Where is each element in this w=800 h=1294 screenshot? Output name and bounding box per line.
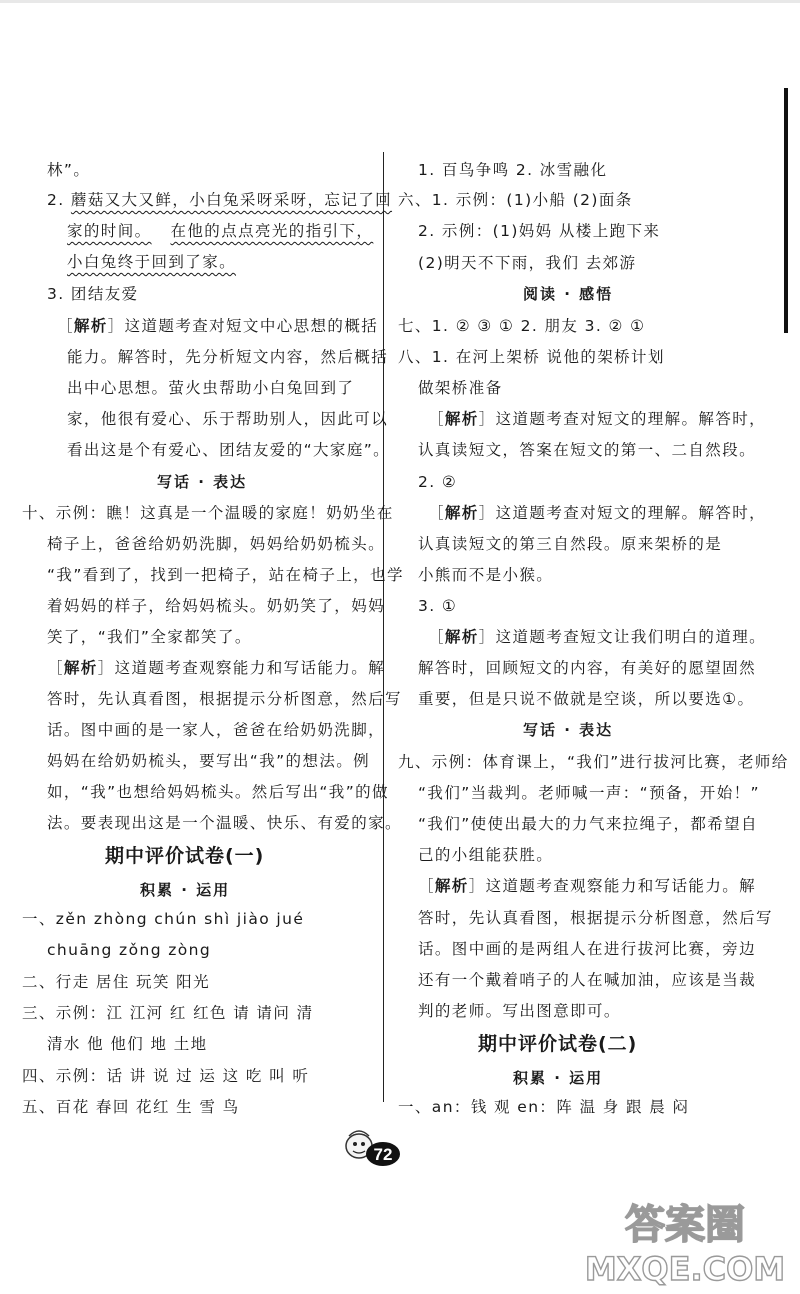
text-line: 小白兔终于回到了家。 — [67, 253, 237, 271]
text-line: 还有一个戴着哨子的人在喊加油，应该是当裁 — [418, 971, 757, 989]
text-line: 2. 蘑菇又大又鲜，小白兔采呀采呀，忘记了回 — [47, 191, 393, 209]
watermark-logo — [580, 1190, 790, 1290]
text-line: 2. ② — [418, 473, 458, 491]
section-heading: 积累 · 运用 — [513, 1069, 604, 1087]
text-line: 认真读短文，答案在短文的第一、二自然段。 — [418, 441, 757, 459]
text-line: 重要，但是只说不做就是空谈，所以要选①。 — [418, 690, 755, 708]
text-line: 八、1. 在河上架桥 说他的架桥计划 — [398, 348, 665, 366]
text-line: 家的时间。 在他的点点亮光的指引下， — [67, 222, 374, 240]
text-line: 1. 百鸟争鸣 2. 冰雪融化 — [418, 161, 608, 179]
exam-title: 期中评价试卷(二) — [478, 1033, 638, 1055]
text-line: 出中心思想。萤火虫帮助小白兔回到了 — [67, 379, 355, 397]
page-edge-bar — [784, 88, 788, 333]
page-number-badge — [343, 1124, 403, 1172]
text-line: 九、示例：体育课上，“我们”进行拔河比赛，老师给 — [398, 753, 789, 771]
text-line: 解答时，回顾短文的内容，有美好的愿望固然 — [418, 659, 757, 677]
text-line: 答时，先认真看图，根据提示分析图意，然后写 — [418, 909, 773, 927]
text-line: 妈妈在给奶奶梳头，要写出“我”的想法。例 — [47, 752, 371, 770]
text-line: 判的老师。写出图意即可。 — [418, 1002, 621, 1020]
analysis-line: ［解析］这道题考查观察能力和写话能力。解 — [47, 659, 386, 677]
text-line: 小熊而不是小猴。 — [418, 566, 554, 584]
text-line: 3. ① — [418, 597, 458, 615]
text-line: 家，他很有爱心、乐于帮助别人，因此可以 — [67, 410, 389, 428]
text-line: 话。图中画的是两组人在进行拔河比赛，旁边 — [418, 940, 757, 958]
text-line: “我”看到了，找到一把椅子，站在椅子上，也学 — [47, 566, 404, 584]
exam-title: 期中评价试卷(一) — [105, 845, 265, 867]
section-heading: 写话 · 表达 — [157, 473, 248, 491]
text-line: 认真读短文的第三自然段。原来架桥的是 — [418, 535, 723, 553]
text-line: chuāng zǒng zòng — [47, 941, 212, 959]
text-line: (2)明天不下雨，我们 去郊游 — [418, 254, 637, 272]
text-line: 椅子上，爸爸给奶奶洗脚，妈妈给奶奶梳头。 — [47, 535, 386, 553]
analysis-line: ［解析］这道题考查对短文的理解。解答时， — [428, 410, 767, 428]
text-line: 己的小组能获胜。 — [418, 846, 554, 864]
text-line: 二、行走 居住 玩笑 阳光 — [22, 973, 210, 991]
text-line: 答时，先认真看图，根据提示分析图意，然后写 — [47, 690, 402, 708]
text-line: 三、示例：江 江河 红 红色 请 请问 清 — [22, 1004, 314, 1022]
text-line: 一、zěn zhòng chún shì jiào jué — [22, 910, 305, 928]
text-line: 看出这是个有爱心、团结友爱的“大家庭”。 — [67, 441, 391, 459]
text-line: 一、an：钱 观 en：阵 温 身 跟 晨 闷 — [398, 1098, 690, 1116]
text-line: 十、示例：瞧！这真是一个温暖的家庭！奶奶坐在 — [22, 504, 394, 522]
analysis-line: ［解析］这道题考查对短文中心思想的概括 — [57, 317, 379, 335]
text-line: 清水 他 他们 地 土地 — [47, 1035, 208, 1053]
text-line: 法。要表现出这是一个温暖、快乐、有爱的家。 — [47, 814, 402, 832]
watermark-text: 答案圈 — [625, 1202, 745, 1248]
section-heading: 阅读 · 感悟 — [523, 285, 614, 303]
analysis-line: ［解析］这道题考查短文让我们明白的道理。 — [428, 628, 767, 646]
page-number: 72 — [373, 1145, 393, 1164]
section-heading: 写话 · 表达 — [523, 721, 614, 739]
text-line: 3. 团结友爱 — [47, 285, 139, 303]
section-heading: 积累 · 运用 — [140, 881, 231, 899]
text-line: “我们”当裁判。老师喊一声：“预备，开始！” — [418, 784, 760, 802]
text-line: 五、百花 春回 花红 生 雪 鸟 — [22, 1098, 240, 1116]
watermark-domain: MXQE.COM — [584, 1250, 786, 1288]
text-line: 做架桥准备 — [418, 379, 503, 397]
text-line: 如，“我”也想给妈妈梳头。然后写出“我”的做 — [47, 783, 389, 801]
text-line: 能力。解答时，先分析短文内容，然后概括 — [67, 348, 389, 366]
text-line: 六、1. 示例：(1)小船 (2)面条 — [398, 191, 633, 209]
text-line: 四、示例：话 讲 说 过 运 这 吃 叫 听 — [22, 1067, 310, 1085]
column-divider — [383, 152, 384, 1102]
top-edge — [0, 0, 800, 3]
text-line: 话。图中画的是一家人，爸爸在给奶奶洗脚， — [47, 721, 386, 739]
text-line: 笑了，“我们”全家都笑了。 — [47, 628, 252, 646]
text-line: 七、1. ② ③ ① 2. 朋友 3. ② ① — [398, 317, 646, 335]
mascot-icon — [343, 1124, 403, 1172]
text-line: 2. 示例：(1)妈妈 从楼上跑下来 — [418, 222, 661, 240]
text-line: 林”。 — [47, 161, 91, 179]
text-line: “我们”使使出最大的力气来拉绳子，都希望自 — [418, 815, 758, 833]
text-line: 着妈妈的样子，给妈妈梳头。奶奶笑了，妈妈 — [47, 597, 386, 615]
analysis-line: ［解析］这道题考查对短文的理解。解答时， — [428, 504, 767, 522]
analysis-line: ［解析］这道题考查观察能力和写话能力。解 — [418, 877, 757, 895]
